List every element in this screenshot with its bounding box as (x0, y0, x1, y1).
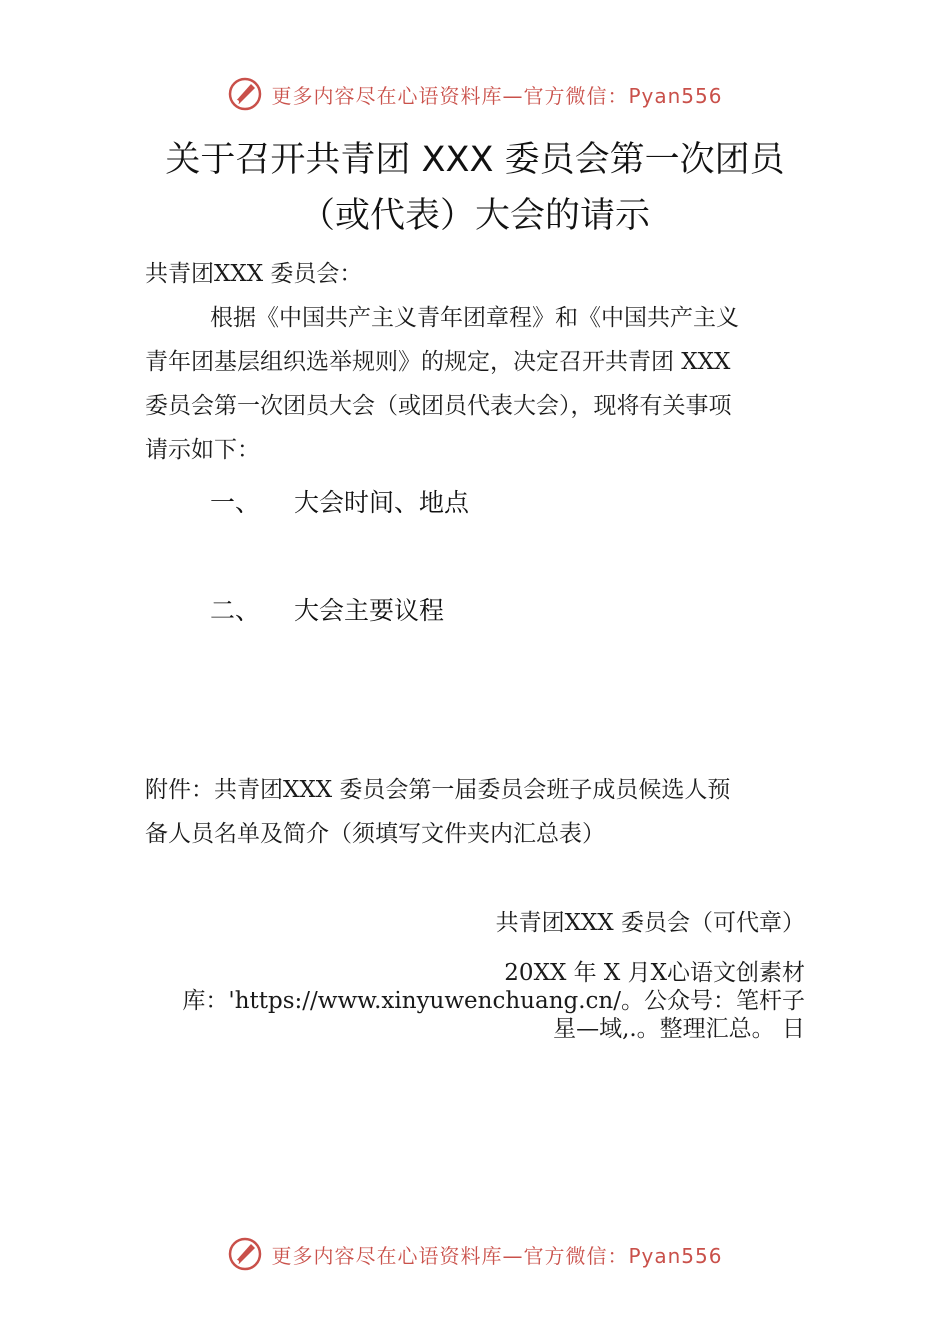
section-number: 二、 (210, 596, 261, 625)
section-title: 大会时间、地点 (294, 488, 470, 517)
salutation: 共青团XXX 委员会： (145, 261, 363, 287)
section-heading-time-place (210, 483, 469, 519)
document-title-line-2: （或代表）大会的请示 (299, 196, 650, 236)
section-title: 大会主要议程 (294, 596, 445, 625)
paragraph-line: 请示如下： (145, 437, 260, 463)
pen-logo-icon (227, 76, 263, 112)
date-line: 库：'https://www.xinyuwenchuang.cn/。公众号：笔杆子 (182, 988, 805, 1014)
paragraph-line: 青年团基层组织选举规则》的规定，决定召开共青团 XXX (145, 349, 731, 375)
attachment-line: 备人员名单及简介（须填写文件夹内汇总表） (145, 821, 605, 847)
section-heading-agenda (210, 591, 444, 627)
paragraph-line: 委员会第一次团员大会（或团员代表大会），现将有关事项 (145, 393, 732, 419)
date-line: 星—域,.。整理汇总。 日 (553, 1016, 805, 1042)
signature-org: 共青团XXX 委员会（可代章） (495, 910, 805, 936)
banner-text: 更多内容尽在心语资料库—官方微信：Pyan556 (271, 1243, 723, 1268)
footer-banner (0, 1234, 950, 1274)
document-title-line-1: 关于召开共青团 XXX 委员会第一次团员 (165, 140, 785, 180)
banner-text: 更多内容尽在心语资料库—官方微信：Pyan556 (271, 83, 723, 108)
pen-logo-icon (227, 1236, 263, 1272)
header-banner (0, 74, 950, 114)
attachment-line: 附件：共青团XXX 委员会第一届委员会班子成员候选人预 (145, 777, 731, 803)
paragraph-line: 根据《中国共产主义青年团章程》和《中国共产主义 (210, 305, 739, 331)
section-number: 一、 (210, 488, 261, 517)
date-line: 20XX 年 X 月X心语文创素材 (504, 960, 805, 986)
